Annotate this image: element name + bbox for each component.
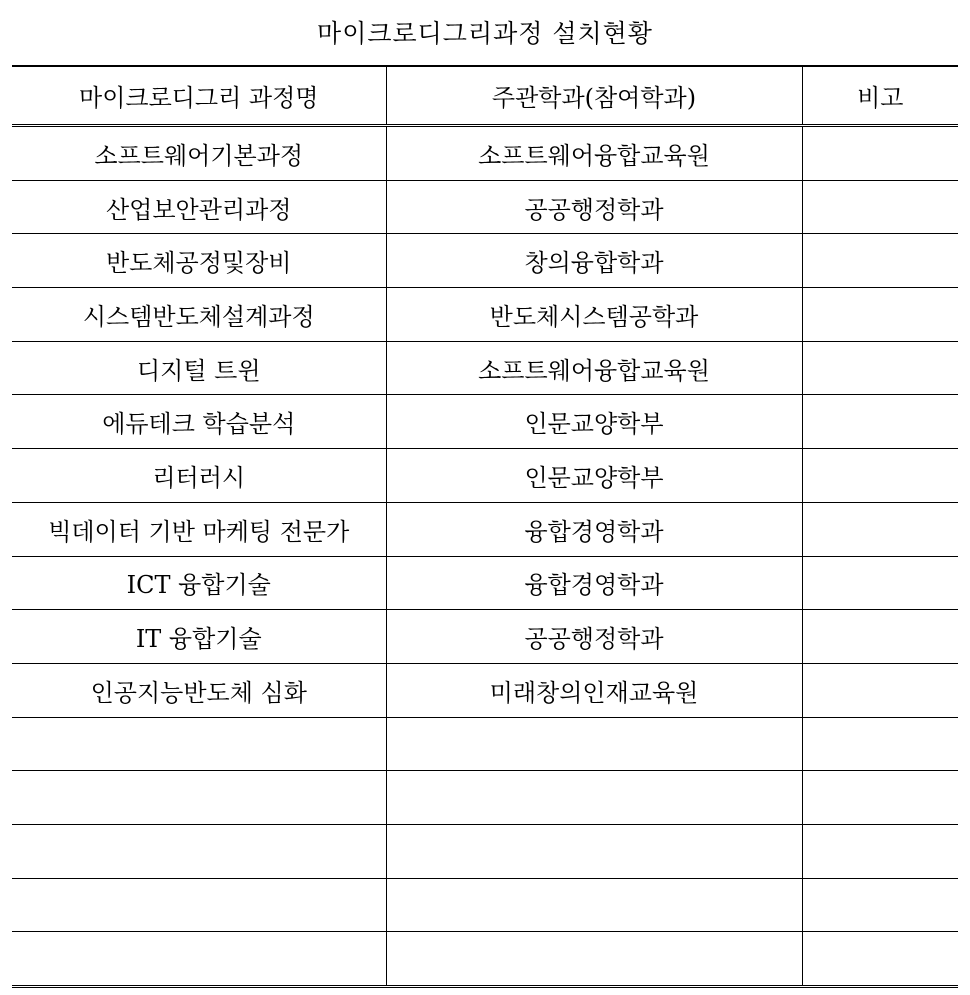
department-cell: 소프트웨어융합교육원	[386, 341, 802, 395]
department-cell: 융합경영학과	[386, 502, 802, 556]
table-row	[12, 502, 958, 556]
course-name-cell: 디지털 트윈	[12, 341, 386, 395]
course-name-cell: 인공지능반도체 심화	[12, 663, 386, 717]
course-name-cell: 산업보안관리과정	[12, 180, 386, 234]
table-row	[12, 824, 958, 878]
table-row	[12, 556, 958, 610]
department-cell: 소프트웨어융합교육원	[386, 126, 802, 181]
remarks-cell	[802, 932, 958, 987]
table-row	[12, 932, 958, 987]
course-name-cell: 빅데이터 기반 마케팅 전문가	[12, 502, 386, 556]
department-cell	[386, 771, 802, 825]
table-row	[12, 449, 958, 503]
department-cell	[386, 824, 802, 878]
remarks-cell	[802, 824, 958, 878]
table-row	[12, 341, 958, 395]
remarks-cell	[802, 663, 958, 717]
microdegree-table	[12, 65, 958, 988]
course-name-cell: 에듀테크 학습분석	[12, 395, 386, 449]
remarks-cell	[802, 341, 958, 395]
remarks-cell	[802, 878, 958, 932]
department-cell: 인문교양학부	[386, 449, 802, 503]
remarks-cell	[802, 288, 958, 342]
course-name-cell: 시스템반도체설계과정	[12, 288, 386, 342]
header-course-name: 마이크로디그리 과정명	[12, 66, 386, 126]
table-row	[12, 663, 958, 717]
department-cell	[386, 717, 802, 771]
department-cell: 공공행정학과	[386, 180, 802, 234]
table-row	[12, 878, 958, 932]
header-department: 주관학과(참여학과)	[386, 66, 802, 126]
remarks-cell	[802, 771, 958, 825]
course-name-cell	[12, 771, 386, 825]
department-cell: 창의융합학과	[386, 234, 802, 288]
department-cell: 미래창의인재교육원	[386, 663, 802, 717]
table-row	[12, 395, 958, 449]
remarks-cell	[802, 234, 958, 288]
table-row	[12, 717, 958, 771]
department-cell	[386, 878, 802, 932]
remarks-cell	[802, 717, 958, 771]
header-remarks: 비고	[802, 66, 958, 126]
course-name-cell	[12, 717, 386, 771]
remarks-cell	[802, 556, 958, 610]
department-cell: 공공행정학과	[386, 610, 802, 664]
remarks-cell	[802, 395, 958, 449]
remarks-cell	[802, 610, 958, 664]
course-name-cell	[12, 932, 386, 987]
course-name-cell	[12, 824, 386, 878]
remarks-cell	[802, 126, 958, 181]
remarks-cell	[802, 180, 958, 234]
course-name-cell: IT 융합기술	[12, 610, 386, 664]
remarks-cell	[802, 502, 958, 556]
course-name-cell: 반도체공정및장비	[12, 234, 386, 288]
remarks-cell	[802, 449, 958, 503]
table-header-row	[12, 66, 958, 126]
course-name-cell: 리터러시	[12, 449, 386, 503]
table-row	[12, 288, 958, 342]
course-name-cell: 소프트웨어기본과정	[12, 126, 386, 181]
department-cell	[386, 932, 802, 987]
department-cell: 인문교양학부	[386, 395, 802, 449]
department-cell: 반도체시스템공학과	[386, 288, 802, 342]
table-row	[12, 180, 958, 234]
table-row	[12, 610, 958, 664]
table-row	[12, 234, 958, 288]
department-cell: 융합경영학과	[386, 556, 802, 610]
course-name-cell: ICT 융합기술	[12, 556, 386, 610]
document-title: 마이크로디그리과정 설치현황	[317, 19, 653, 48]
table-row	[12, 771, 958, 825]
course-name-cell	[12, 878, 386, 932]
table-body	[12, 126, 958, 987]
table-row	[12, 126, 958, 181]
